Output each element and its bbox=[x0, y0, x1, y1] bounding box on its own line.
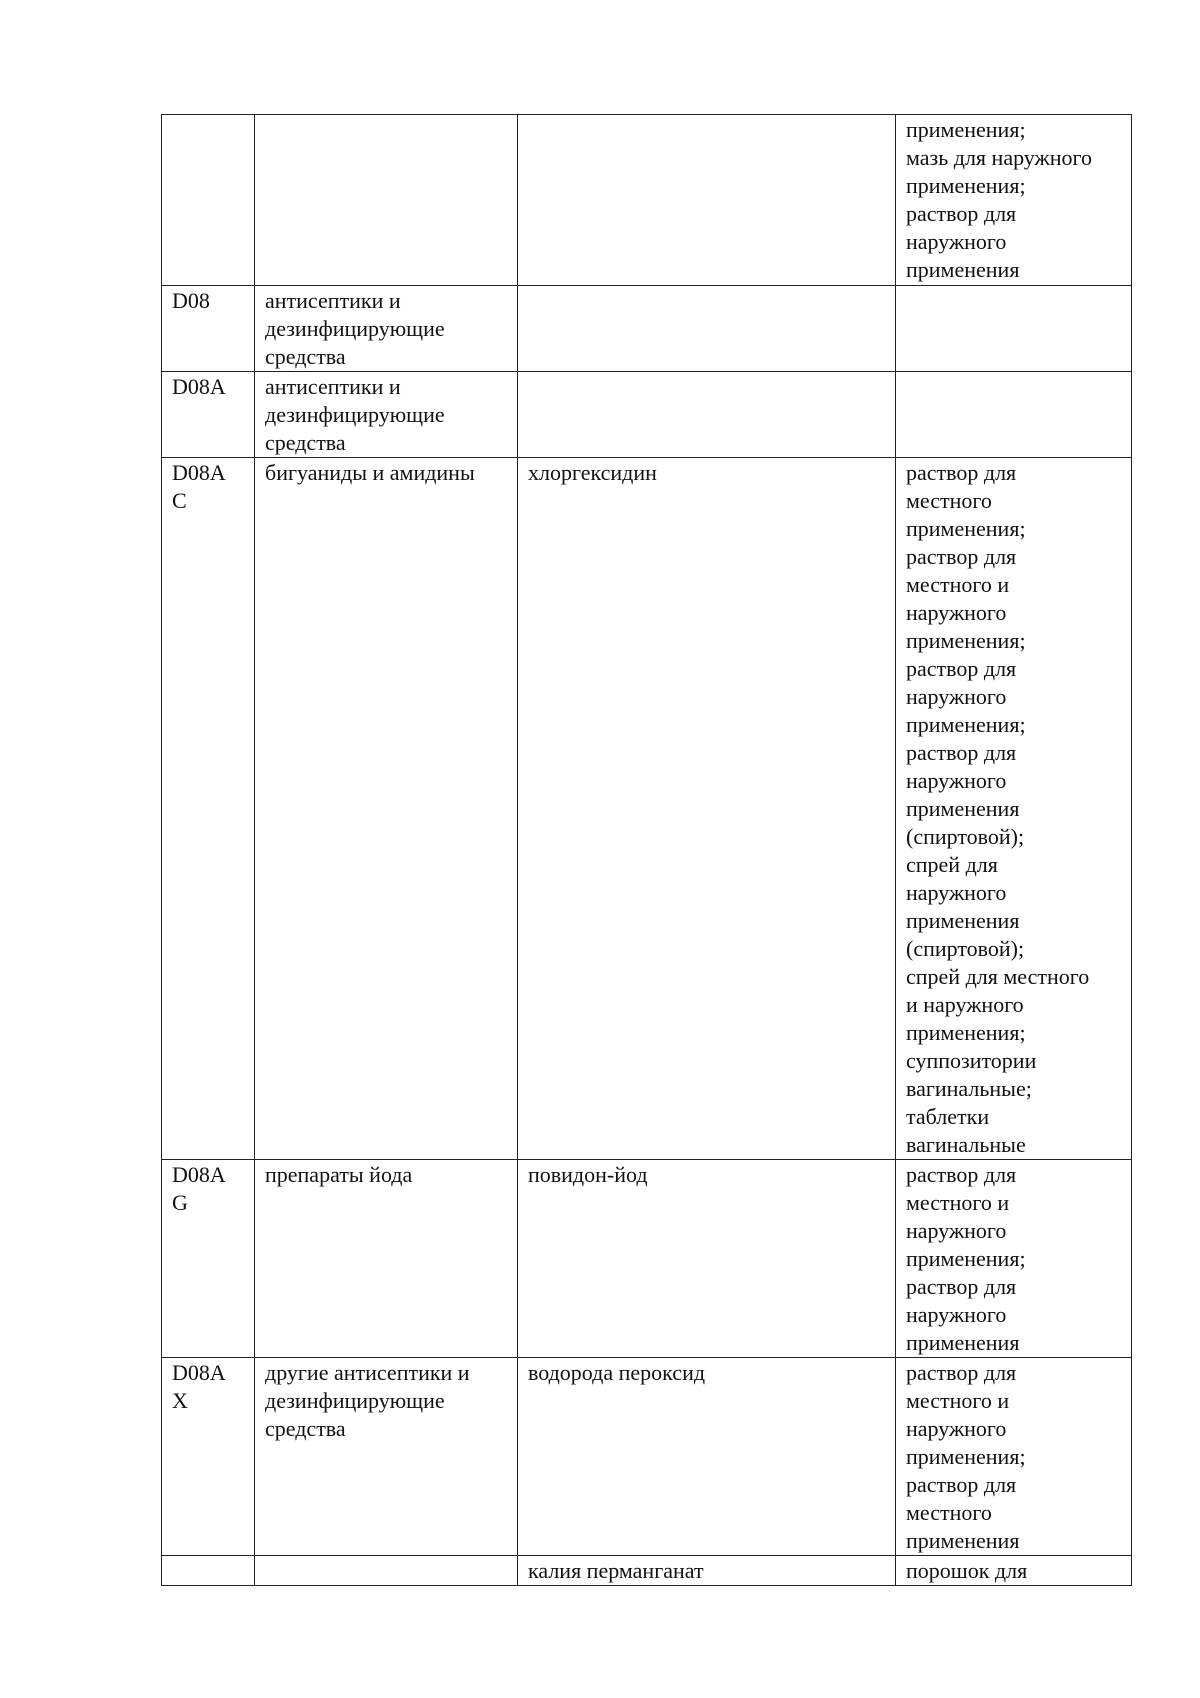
cell-form: раствор для местного и наружного применения; раствор для местного применения bbox=[896, 1358, 1132, 1556]
cell-code: D08A G bbox=[162, 1160, 255, 1358]
cell-group bbox=[255, 1556, 518, 1586]
table-row bbox=[162, 372, 1132, 458]
cell-form: порошок для bbox=[896, 1556, 1132, 1586]
cell-group: антисептики и дезинфицирующие средства bbox=[255, 286, 518, 372]
cell-substance bbox=[518, 115, 896, 286]
cell-substance: калия перманганат bbox=[518, 1556, 896, 1586]
cell-substance bbox=[518, 372, 896, 458]
cell-form bbox=[896, 286, 1132, 372]
cell-group: бигуаниды и амидины bbox=[255, 458, 518, 1160]
cell-code bbox=[162, 1556, 255, 1586]
cell-code: D08A C bbox=[162, 458, 255, 1160]
table-row bbox=[162, 1160, 1132, 1358]
cell-group: другие антисептики и дезинфицирующие средства bbox=[255, 1358, 518, 1556]
cell-group: препараты йода bbox=[255, 1160, 518, 1358]
cell-substance: водорода пероксид bbox=[518, 1358, 896, 1556]
cell-form: применения; мазь для наружного применения; раствор для наружного применения bbox=[896, 115, 1132, 286]
cell-form bbox=[896, 372, 1132, 458]
table-row bbox=[162, 1556, 1132, 1586]
cell-code: D08A bbox=[162, 372, 255, 458]
table-row bbox=[162, 115, 1132, 286]
cell-code: D08 bbox=[162, 286, 255, 372]
cell-group: антисептики и дезинфицирующие средства bbox=[255, 372, 518, 458]
cell-substance: повидон-йод bbox=[518, 1160, 896, 1358]
cell-form: раствор для местного применения; раствор для местного и наружного применения; раствор для наружного применения; раствор для наружного применения (спиртовой); спрей для наружного применения (спиртовой); спрей для местного и наружного применения; суппозитории вагинальные; таблетки вагинальные bbox=[896, 458, 1132, 1160]
cell-code: D08A X bbox=[162, 1358, 255, 1556]
cell-substance: хлоргексидин bbox=[518, 458, 896, 1160]
cell-group bbox=[255, 115, 518, 286]
cell-substance bbox=[518, 286, 896, 372]
cell-code bbox=[162, 115, 255, 286]
cell-form: раствор для местного и наружного применения; раствор для наружного применения bbox=[896, 1160, 1132, 1358]
table-row bbox=[162, 1358, 1132, 1556]
drug-table bbox=[161, 114, 1132, 1586]
table-row bbox=[162, 286, 1132, 372]
table-row bbox=[162, 458, 1132, 1160]
